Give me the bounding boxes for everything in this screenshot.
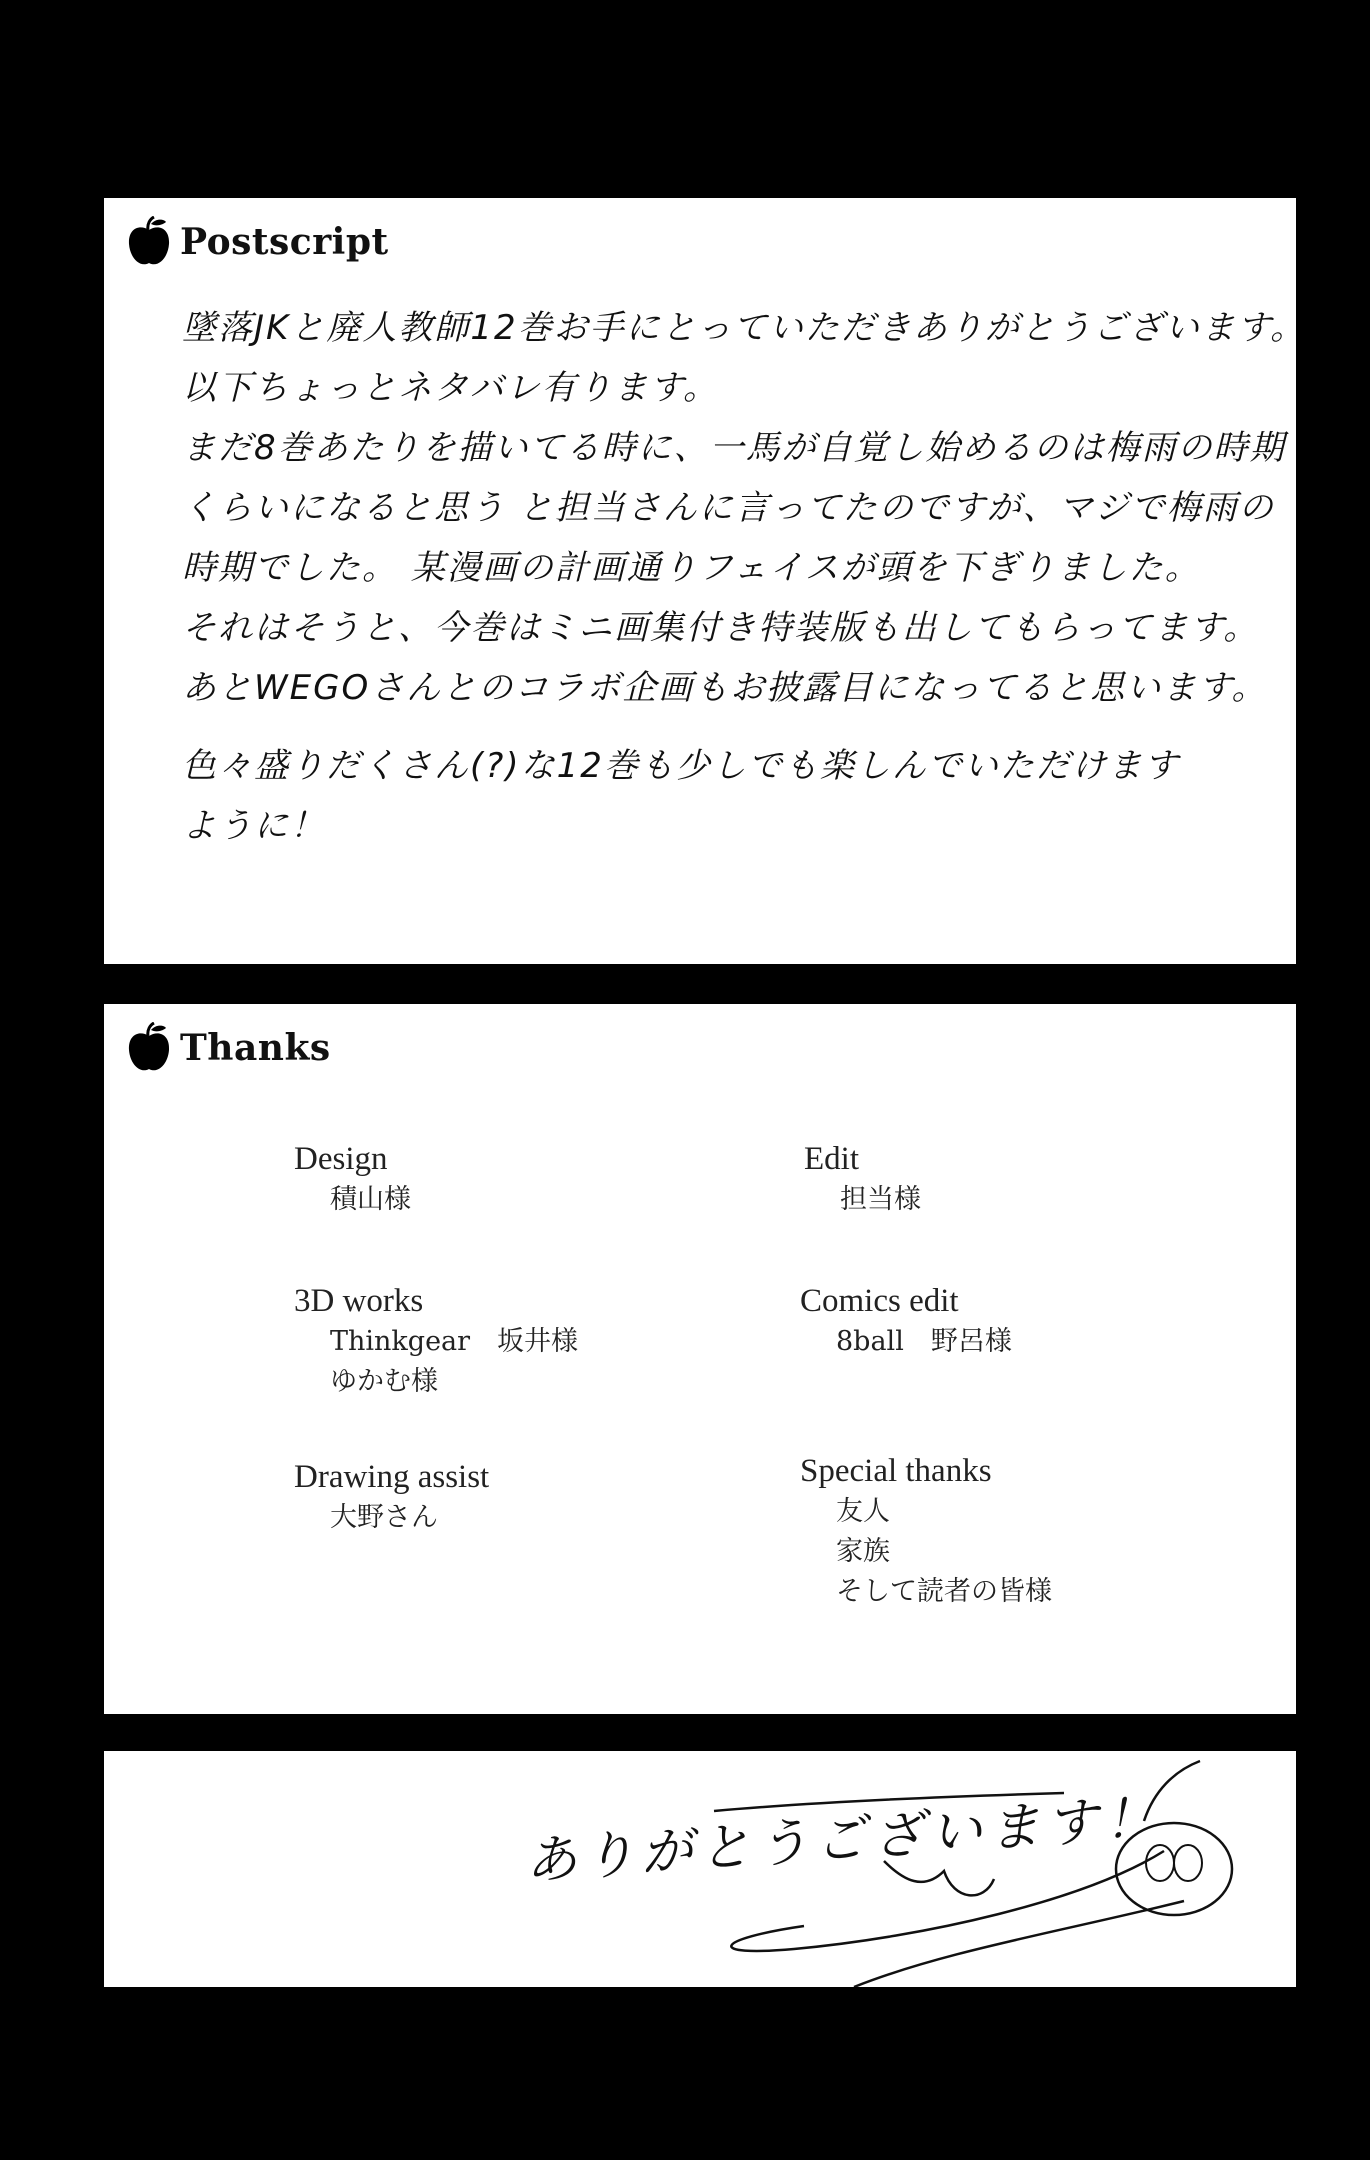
postscript-line: それはそうと、今巻はミニ画集付き特装版も出してもらってます。 — [182, 608, 1260, 648]
postscript-line: あとWEGOさんとのコラボ企画もお披露目になってると思います。 — [182, 668, 1268, 708]
autograph-signature — [104, 1751, 1296, 1987]
postscript-line: 時期でした。 某漫画の計画通りフェイスが頭を下ぎりました。 — [182, 548, 1201, 588]
postscript-line: まだ8巻あたりを描いてる時に、一馬が自覚し始めるのは梅雨の時期 — [182, 428, 1286, 468]
credit-name: 友人 — [836, 1496, 890, 1527]
credit-role: 3D works — [294, 1283, 424, 1319]
credit-drawing-assist — [294, 1456, 489, 1538]
credit-special-thanks — [800, 1450, 1052, 1612]
postscript-line: ように！ — [182, 806, 326, 846]
credit-name: 8ball 野呂様 — [836, 1326, 1012, 1357]
credit-role: Comics edit — [800, 1283, 959, 1319]
apple-icon — [126, 1022, 172, 1074]
signature-panel — [104, 1751, 1296, 1987]
credit-name: 担当様 — [840, 1184, 921, 1215]
postscript-title: Postscript — [180, 221, 389, 263]
postscript-line: 以下ちょっとネタバレ有ります。 — [182, 368, 719, 408]
credit-design — [294, 1138, 411, 1220]
credit-name: 家族 — [836, 1536, 890, 1567]
postscript-panel — [104, 198, 1307, 964]
postscript-line: くらいになると思う と担当さんに言ってたのですが、マジで梅雨の — [182, 488, 1275, 528]
postscript-line: 色々盛りだくさん(?)な12巻も少しでも楽しんでいただけます — [182, 746, 1180, 786]
credit-name: 大野さん — [330, 1502, 438, 1533]
credit-role: Edit — [804, 1141, 859, 1177]
credit-name: 積山様 — [330, 1184, 411, 1215]
credit-role: Design — [294, 1141, 388, 1177]
postscript-header — [126, 216, 389, 268]
thanks-panel — [104, 1004, 1296, 1714]
credit-comics-edit — [800, 1280, 1012, 1362]
signature-message: ありがとうございます！ — [523, 1787, 1164, 1893]
postscript-line: 墜落JKと廃人教師12巻お手にとっていただきありがとうございます。 — [182, 308, 1307, 348]
credit-name: Thinkgear 坂井様 — [330, 1326, 579, 1357]
credit-role: Drawing assist — [294, 1459, 490, 1495]
thanks-title: Thanks — [180, 1027, 331, 1069]
thanks-header — [126, 1022, 331, 1074]
credit-role: Special thanks — [800, 1453, 992, 1489]
credit-name: ゆかむ様 — [330, 1366, 438, 1397]
postscript-body — [182, 298, 1307, 856]
credit-name: そして読者の皆様 — [836, 1576, 1052, 1607]
credit-edit — [804, 1138, 921, 1220]
credit-3d-works — [294, 1280, 578, 1402]
apple-icon — [126, 216, 172, 268]
